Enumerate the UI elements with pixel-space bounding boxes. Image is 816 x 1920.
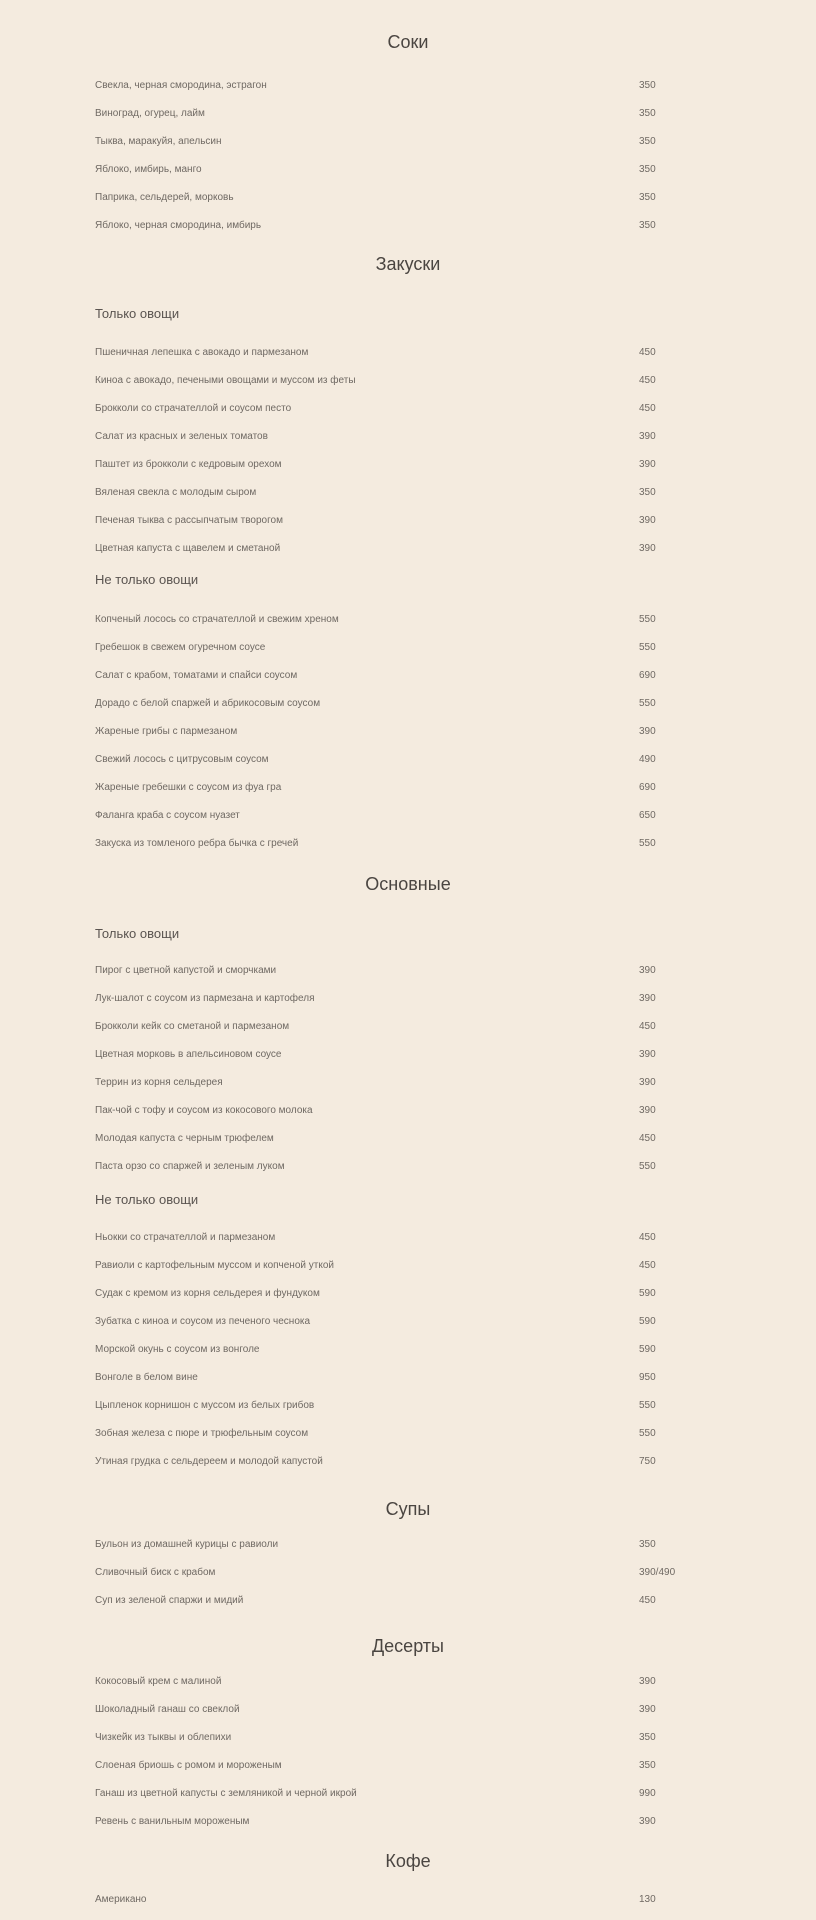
group-subtitle: Не только овощи	[95, 1192, 199, 1207]
menu-item-name: Утиная грудка с сельдереем и молодой капустой	[95, 1456, 323, 1467]
menu-item-price: 550	[639, 1161, 656, 1172]
menu-item-price: 450	[639, 403, 656, 414]
menu-item-price: 450	[639, 1232, 656, 1243]
menu-item	[0, 634, 816, 662]
menu-item-price: 590	[639, 1344, 656, 1355]
menu-item	[0, 1448, 816, 1476]
menu-item-price: 590	[639, 1316, 656, 1327]
menu-item	[0, 1336, 816, 1364]
menu-item-price: 550	[639, 642, 656, 653]
menu-item-name: Зобная железа с пюре и трюфельным соусом	[95, 1428, 309, 1439]
menu-item-price: 390	[639, 1105, 656, 1116]
menu-item-name: Брокколи кейк со сметаной и пармезаном	[95, 1021, 290, 1032]
menu-item-price: 390	[639, 515, 656, 526]
menu-item-name: Гребешок в свежем огуречном соусе	[95, 642, 266, 653]
menu-item-name: Виноград, огурец, лайм	[95, 108, 205, 119]
menu-item-price: 390	[639, 965, 656, 976]
menu-item-price: 390	[639, 993, 656, 1004]
menu-item-price: 450	[639, 347, 656, 358]
menu-item-name: Молодая капуста с черным трюфелем	[95, 1133, 274, 1144]
menu-item	[0, 1587, 816, 1615]
section-title: Закуски	[375, 254, 441, 274]
menu-item-name: Лук-шалот с соусом из пармезана и картофеля	[95, 993, 315, 1004]
menu-item	[0, 395, 816, 423]
menu-item-name: Цыпленок корнишон с муссом из белых грибов	[95, 1400, 315, 1411]
menu-item-name: Террин из корня сельдерея	[95, 1077, 223, 1088]
menu-item-name: Равиоли с картофельным муссом и копченой уткой	[95, 1260, 334, 1271]
menu-item-name: Чизкейк из тыквы и облепихи	[95, 1732, 232, 1743]
menu-item-price: 690	[639, 670, 656, 681]
menu-item	[0, 690, 816, 718]
menu-item	[0, 367, 816, 395]
menu-item-price: 390	[639, 543, 656, 554]
menu-item-price: 590	[639, 1288, 656, 1299]
menu-item	[0, 774, 816, 802]
menu-item	[0, 72, 816, 100]
menu-item	[0, 339, 816, 367]
menu-item	[0, 1559, 816, 1587]
menu-item-name: Паста орзо со спаржей и зеленым луком	[95, 1161, 285, 1172]
menu-item-name: Яблоко, черная смородина, имбирь	[95, 220, 262, 231]
menu-item	[0, 1041, 816, 1069]
group-subtitle: Только овощи	[95, 926, 180, 941]
menu-item-name: Цветная капуста с щавелем и сметаной	[95, 543, 281, 554]
menu-item-price: 950	[639, 1372, 656, 1383]
menu-item-name: Бульон из домашней курицы с равиоли	[95, 1539, 279, 1550]
menu-item-name: Слоеная бриошь с ромом и мороженым	[95, 1760, 282, 1771]
menu-item-name: Копченый лосось со страчателлой и свежим хреном	[95, 614, 339, 625]
menu-item-price: 450	[639, 1595, 656, 1606]
section-title: Десерты	[371, 1636, 444, 1656]
menu-item-price: 390	[639, 1676, 656, 1687]
menu-item-price: 490	[639, 754, 656, 765]
menu-item-name: Свекла, черная смородина, эстрагон	[95, 80, 267, 91]
menu-item	[0, 184, 816, 212]
menu-item-name: Ганаш из цветной капусты с земляникой и черной икрой	[95, 1788, 357, 1799]
menu-item-price: 390	[639, 1049, 656, 1060]
menu-item	[0, 718, 816, 746]
section-title: Супы	[385, 1499, 431, 1519]
menu-item	[0, 1013, 816, 1041]
menu-item	[0, 1531, 816, 1559]
menu-item-price: 690	[639, 782, 656, 793]
menu-item	[0, 1224, 816, 1252]
menu-item-name: Суп из зеленой спаржи и мидий	[95, 1595, 244, 1606]
group-subtitle: Только овощи	[95, 306, 180, 321]
menu-item	[0, 1780, 816, 1808]
menu-item-price: 350	[639, 192, 656, 203]
menu-item-price: 390	[639, 1816, 656, 1827]
section-title: Основные	[365, 874, 451, 894]
menu-item	[0, 423, 816, 451]
menu-item	[0, 1392, 816, 1420]
menu-item-price: 130	[639, 1894, 656, 1905]
menu-item-price: 390/490	[639, 1567, 676, 1578]
menu-item-name: Вонголе в белом вине	[95, 1372, 198, 1383]
menu-item	[0, 479, 816, 507]
menu-item-name: Жареные гребешки с соусом из фуа гра	[95, 782, 282, 793]
menu-item	[0, 451, 816, 479]
menu-item-name: Цветная морковь в апельсиновом соусе	[95, 1049, 282, 1060]
menu-item	[0, 1308, 816, 1336]
menu-item-name: Паприка, сельдерей, морковь	[95, 192, 234, 203]
menu-item-name: Свежий лосось с цитрусовым соусом	[95, 754, 269, 765]
menu-item-price: 350	[639, 136, 656, 147]
menu-item-name: Киноа с авокадо, печеными овощами и муссом из феты	[95, 375, 356, 386]
menu-item-price: 650	[639, 810, 656, 821]
menu-item-name: Кокосовый крем с малиной	[95, 1676, 222, 1687]
menu-item-price: 350	[639, 220, 656, 231]
menu-item	[0, 212, 816, 240]
menu-item-name: Дорадо с белой спаржей и абрикосовым соусом	[95, 698, 321, 709]
menu-item	[0, 1280, 816, 1308]
menu-item	[0, 1125, 816, 1153]
menu-item-price: 550	[639, 614, 656, 625]
menu-item	[0, 1668, 816, 1696]
menu-item	[0, 1696, 816, 1724]
menu-item	[0, 156, 816, 184]
menu-item	[0, 1364, 816, 1392]
menu-item	[0, 746, 816, 774]
menu-item	[0, 802, 816, 830]
menu-item-price: 350	[639, 108, 656, 119]
menu-item-price: 550	[639, 698, 656, 709]
menu-item	[0, 1752, 816, 1780]
menu-item-name: Ревень с ванильным мороженым	[95, 1816, 250, 1827]
menu-item	[0, 507, 816, 535]
menu-item-name: Зубатка с киноа и соусом из печеного чеснока	[95, 1316, 311, 1327]
menu-item-price: 450	[639, 1021, 656, 1032]
menu-item-name: Фаланга краба с соусом нуазет	[95, 810, 240, 821]
menu-item	[0, 128, 816, 156]
menu-item	[0, 1153, 816, 1181]
group-subtitle: Не только овощи	[95, 572, 199, 587]
menu-item	[0, 1069, 816, 1097]
menu-item-name: Морской окунь с соусом из вонголе	[95, 1344, 260, 1355]
menu-item-name: Закуска из томленого ребра бычка с гречей	[95, 838, 299, 849]
menu-item-name: Сливочный биск с крабом	[95, 1567, 216, 1578]
menu-item	[0, 957, 816, 985]
menu-item-name: Ньокки со страчателлой и пармезаном	[95, 1232, 276, 1243]
menu-item-name: Жареные грибы с пармезаном	[95, 726, 238, 737]
menu-item-name: Паштет из брокколи с кедровым орехом	[95, 459, 282, 470]
menu-item-price: 390	[639, 459, 656, 470]
menu-item-name: Салат с крабом, томатами и спайси соусом	[95, 670, 298, 681]
menu-item-name: Пирог с цветной капустой и сморчками	[95, 965, 277, 976]
menu-item-price: 350	[639, 1732, 656, 1743]
menu-item	[0, 1420, 816, 1448]
menu-item	[0, 1097, 816, 1125]
menu-item-name: Пак-чой с тофу и соусом из кокосового молока	[95, 1105, 313, 1116]
menu-item	[0, 535, 816, 563]
menu-item-price: 390	[639, 726, 656, 737]
menu-item-price: 450	[639, 1260, 656, 1271]
menu-item-name: Яблоко, имбирь, манго	[95, 164, 202, 175]
menu-item-price: 550	[639, 838, 656, 849]
menu-item-price: 390	[639, 1704, 656, 1715]
menu-item-price: 450	[639, 1133, 656, 1144]
menu-item-price: 390	[639, 431, 656, 442]
section-title: Кофе	[385, 1851, 431, 1871]
menu-item-price: 350	[639, 80, 656, 91]
menu-item	[0, 830, 816, 858]
menu-item-name: Пшеничная лепешка с авокадо и пармезаном	[95, 347, 309, 358]
menu-item-price: 350	[639, 1760, 656, 1771]
menu-item	[0, 662, 816, 690]
menu-item	[0, 100, 816, 128]
menu-item-name: Салат из красных и зеленых томатов	[95, 431, 268, 442]
menu-item-name: Брокколи со страчателлой и соусом песто	[95, 403, 292, 414]
menu-item-name: Шоколадный ганаш со свеклой	[95, 1704, 240, 1715]
menu-item	[0, 606, 816, 634]
menu-item-price: 390	[639, 1077, 656, 1088]
menu-item-name: Американо	[95, 1894, 147, 1905]
menu-item-price: 450	[639, 375, 656, 386]
menu-item	[0, 985, 816, 1013]
menu-item-price: 350	[639, 487, 656, 498]
menu-item-name: Судак с кремом из корня сельдерея и фундуком	[95, 1288, 320, 1299]
menu-item-name: Печеная тыква с рассыпчатым творогом	[95, 515, 283, 526]
menu-item-name: Вяленая свекла с молодым сыром	[95, 487, 257, 498]
menu-item-price: 550	[639, 1400, 656, 1411]
menu-item-price: 550	[639, 1428, 656, 1439]
menu-item-price: 350	[639, 1539, 656, 1550]
menu-item	[0, 1808, 816, 1836]
menu-item-price: 990	[639, 1788, 656, 1799]
menu-item-price: 750	[639, 1456, 656, 1467]
menu-item	[0, 1724, 816, 1752]
section-title: Соки	[387, 32, 429, 52]
menu-item	[0, 1252, 816, 1280]
menu-item-price: 350	[639, 164, 656, 175]
menu-item-name: Тыква, маракуйя, апельсин	[95, 136, 222, 147]
menu-item	[0, 1886, 816, 1914]
